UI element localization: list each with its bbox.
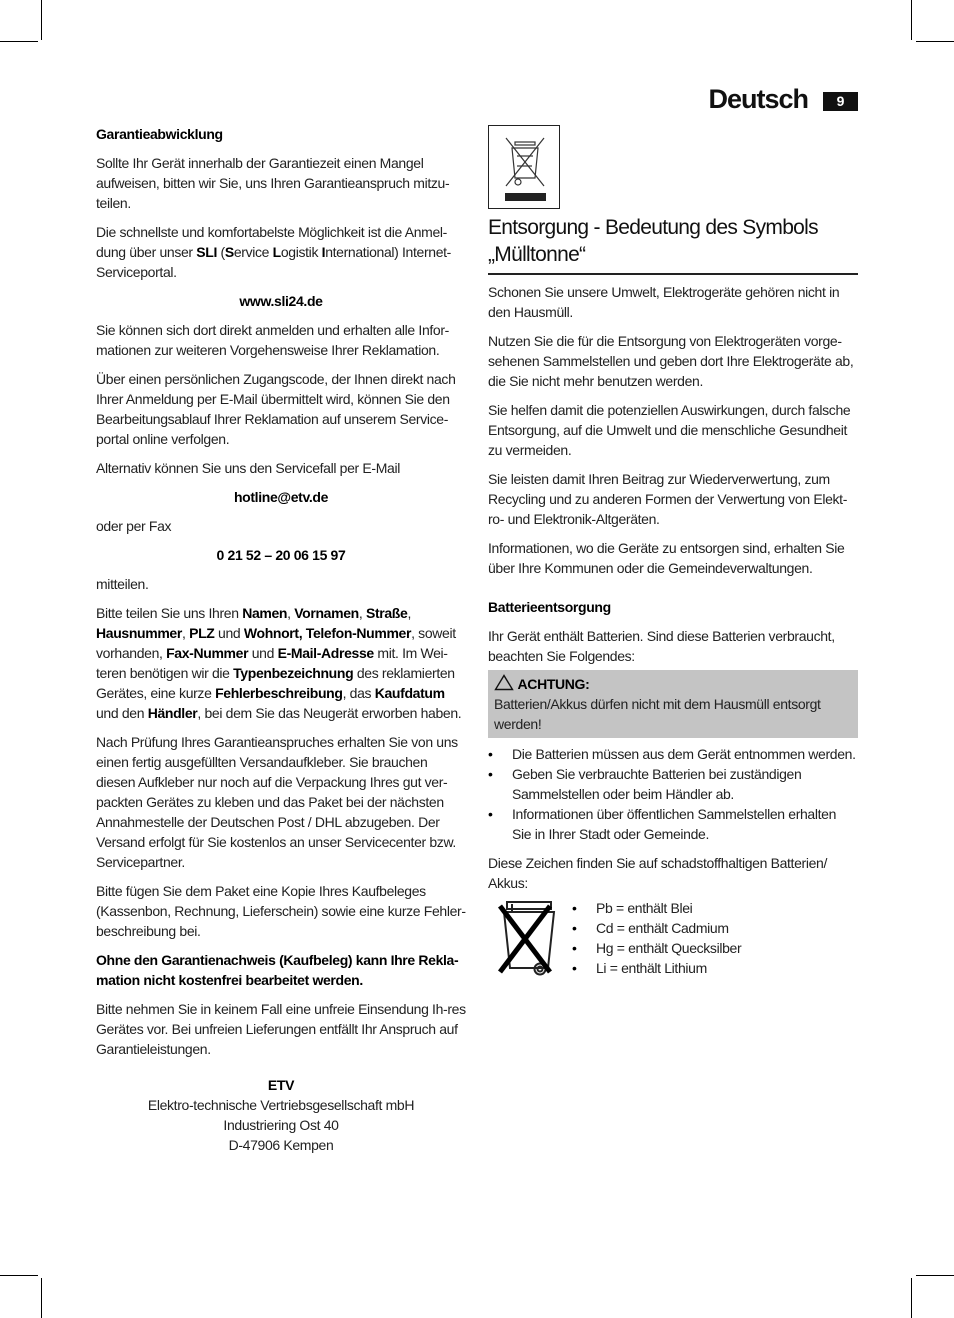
battery-signs-list bbox=[572, 898, 741, 978]
battery-signs-row bbox=[488, 898, 858, 982]
crossed-out-battery-bin-icon bbox=[490, 898, 556, 978]
paragraph: mitteilen. bbox=[96, 576, 149, 592]
crossed-out-wheelie-bin-icon bbox=[488, 125, 560, 209]
company-name: ETV bbox=[267, 1077, 295, 1093]
crop-mark bbox=[41, 1278, 42, 1318]
paragraph: Über einen persönlichen Zugangscode, der Ihnen direkt nach Ihrer Anmeldung per E-Mail übermittelt wird, können Sie den Bearbeitungsablauf Ihrer Reklamation auf unserem Service-portal online verfolgen. bbox=[96, 371, 456, 447]
paragraph: Sie helfen damit die potenziellen Auswirkungen, durch falsche Entsorgung, auf die Umwelt und die menschliche Gesundheit zu vermeiden. bbox=[488, 402, 851, 458]
paragraph: Bitte teilen Sie uns Ihren Namen, Vornamen, Straße, Hausnummer, PLZ und Wohnort, Telefon-Nummer, soweit vorhanden, Fax-Nummer und E-Mail-Adresse mit. Im Wei-teren benötigen wir die Typenbezeichnung des reklamierten Gerätes, eine kurze Fehlerbeschreibung, das Kaufdatum und den Händler, bei dem Sie das Neugerät erworben haben. bbox=[96, 605, 462, 721]
list-item: • Cd = enthält Cadmium bbox=[572, 918, 741, 938]
section-heading: Garantieabwicklung bbox=[96, 126, 223, 142]
list-item: • Informationen über öffentlichen Sammelstellen erhalten Sie in Ihrer Stadt oder Gemeinde. bbox=[488, 804, 858, 844]
paragraph: Informationen, wo die Geräte zu entsorgen sind, erhalten Sie über Ihre Kommunen oder die Gemeindeverwaltungen. bbox=[488, 540, 845, 576]
warning-text: Batterien/Akkus dürfen nicht mit dem Hausmüll entsorgt werden! bbox=[494, 696, 821, 732]
crop-mark bbox=[0, 41, 38, 42]
company-address bbox=[96, 1075, 466, 1155]
paragraph: oder per Fax bbox=[96, 518, 172, 534]
warning-triangle-icon bbox=[494, 676, 518, 692]
battery-instructions-list bbox=[488, 744, 858, 844]
paragraph: Ihr Gerät enthält Batterien. Sind diese Batterien verbraucht, beachten Sie Folgendes: bbox=[488, 628, 835, 664]
right-column bbox=[488, 282, 858, 982]
website-link[interactable]: www.sli24.de bbox=[239, 293, 323, 309]
list-item: • Hg = enthält Quecksilber bbox=[572, 938, 741, 958]
paragraph: Diese Zeichen finden Sie auf schadstoffhaltigen Batterien/ Akkus: bbox=[488, 855, 828, 891]
heading-divider bbox=[488, 273, 858, 275]
paragraph: Alternativ können Sie uns den Servicefall per E-Mail bbox=[96, 460, 400, 476]
crop-mark bbox=[41, 0, 42, 40]
battery-heading: Batterieentsorgung bbox=[488, 599, 611, 615]
list-item: • Pb = enthält Blei bbox=[572, 898, 741, 918]
paragraph: Bitte fügen Sie dem Paket eine Kopie Ihres Kaufbeleges (Kassenbon, Rechnung, Lieferschein) sowie eine kurze Fehler-beschreibung bei. bbox=[96, 883, 466, 939]
crop-mark bbox=[916, 41, 954, 42]
page-language-title: Deutsch bbox=[708, 84, 808, 114]
paragraph: Nutzen Sie die für die Entsorgung von Elektrogeräten vorge-sehenen Sammelstellen und geben dort Ihre Elektrogeräte ab, die Sie nicht mehr benutzen werden. bbox=[488, 333, 854, 389]
address-line: Elektro-technische Vertriebsgesellschaft mbH bbox=[147, 1097, 415, 1113]
crop-mark bbox=[911, 1278, 912, 1318]
crop-mark bbox=[911, 0, 912, 40]
crop-mark bbox=[0, 1275, 38, 1276]
address-line: D-47906 Kempen bbox=[228, 1137, 334, 1153]
warning-box bbox=[488, 670, 858, 738]
address-line: Industriering Ost 40 bbox=[223, 1117, 339, 1133]
left-column bbox=[96, 124, 466, 1155]
paragraph: Nach Prüfung Ihres Garantieanspruches erhalten Sie von uns einen fertig ausgefüllten Versandaufkleber. Sie brauchen diesen Aufkleber nur noch auf die Verpackung Ihres gut ver-packten Gerätes zu kleben und das Paket bei der nächsten Annahmestelle der Deutschen Post / DHL abzugeben. Der Versand erfolgt für Sie kostenlos an unser Servicecenter bzw. Servicepartner. bbox=[96, 734, 458, 870]
email-link[interactable]: hotline@etv.de bbox=[233, 489, 329, 505]
paragraph: Schonen Sie unsere Umwelt, Elektrogeräte gehören nicht in den Hausmüll. bbox=[488, 284, 840, 320]
warning-paragraph: Ohne den Garantienachweis (Kaufbeleg) kann Ihre Rekla-mation nicht kostenfrei bearbeitet werden. bbox=[96, 952, 459, 988]
paragraph: Die schnellste und komfortabelste Möglichkeit ist die Anmel-dung über unser SLI (Service Logistik International) Internet-Serviceportal. bbox=[96, 224, 451, 280]
crop-mark bbox=[916, 1275, 954, 1276]
paragraph: Sie können sich dort direkt anmelden und erhalten alle Infor-mationen zur weiteren Vorgehensweise Ihrer Reklamation. bbox=[96, 322, 449, 358]
fax-number: 0 21 52 – 20 06 15 97 bbox=[216, 547, 346, 563]
list-item: • Li = enthält Lithium bbox=[572, 958, 741, 978]
paragraph: Sie leisten damit Ihren Beitrag zur Wiederverwertung, zum Recycling und zu anderen Formen der Verwertung von Elekt-ro- und Elektronik-Altgeräten. bbox=[488, 471, 848, 527]
list-item: • Geben Sie verbrauchte Batterien bei zuständigen Sammelstellen oder beim Händler ab. bbox=[488, 764, 858, 804]
page-number: 9 bbox=[823, 92, 858, 111]
paragraph: Bitte nehmen Sie in keinem Fall eine unfreie Einsendung Ih-res Gerätes vor. Bei unfreien Lieferungen entfällt Ihr Anspruch auf Garantieleistungen. bbox=[96, 1001, 466, 1057]
section-heading: Entsorgung - Bedeutung des Symbols „Mülltonne“ bbox=[488, 216, 818, 266]
warning-title: ACHTUNG: bbox=[517, 676, 590, 692]
paragraph: Sollte Ihr Gerät innerhalb der Garantiezeit einen Mangel aufweisen, bitten wir Sie, uns Ihren Garantieanspruch mitzu-teilen. bbox=[96, 155, 450, 211]
list-item: • Die Batterien müssen aus dem Gerät entnommen werden. bbox=[488, 744, 858, 764]
